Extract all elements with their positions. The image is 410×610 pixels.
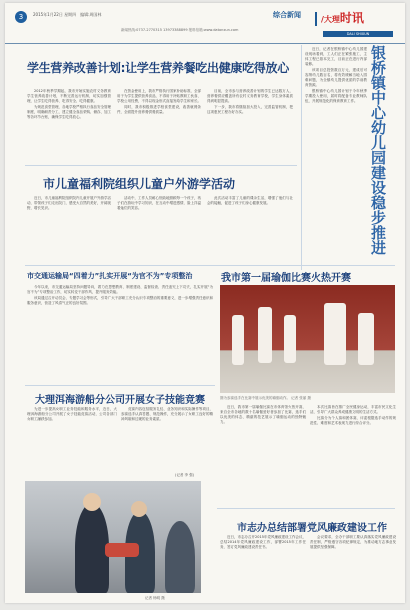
paragraph: 今年以来，市交通运输局坚持问题导向，着力在思想教育、制度建设、监督检查、责任追究上下功夫，扎实开展“为官不为”专项整治工作，切实转变干部作风，提升服务效能。 bbox=[27, 285, 213, 294]
paragraph: 此次活动丰富了儿童的课余生活，增强了他们与社会的接触，促进了孩子们身心健康发展。 bbox=[207, 196, 293, 205]
article-dance-col2 bbox=[310, 405, 396, 505]
shipping-photo-credit: 记者 杨明 摄 bbox=[145, 596, 165, 600]
headline-kindergarten: 银桥镇中心幼儿园建设稳步推进 bbox=[369, 45, 387, 255]
person-figure bbox=[75, 503, 109, 593]
headline-education: 市交通运输局“四着力”扎实开展“为官不为”专项整治 bbox=[27, 272, 193, 280]
brand-prefix: /大理 bbox=[321, 15, 340, 24]
paragraph: 会议要求，全办干部职工要认真落实党风廉政建设责任制，严格遵守各项纪律规定，为推动地方志事业发展提供坚强保障。 bbox=[310, 535, 396, 549]
article-kindergarten-body bbox=[305, 47, 367, 269]
article-welfare-col1 bbox=[27, 196, 111, 258]
brand-big: 时讯 bbox=[339, 11, 364, 25]
headline-welfare: 市儿童福利院组织儿童户外游学活动 bbox=[43, 177, 236, 191]
date-line: 2015年1月22日 星期四 编辑:周国林 bbox=[33, 12, 102, 17]
dancer-figure bbox=[284, 315, 296, 363]
paragraph: 在资金使用上，我市严格执行国家补助标准，全部用于为学生提供营养食品，不得用于补贴教职工伙食、学校公用经费，不得以现金形式直接发给学生和家长。 bbox=[117, 89, 201, 103]
paragraph: 目前，全市参与营养改善计划的学生已达数万人，营养餐供应覆盖所有农村义务教育学校，学生身体素质得到明显提高。 bbox=[207, 89, 293, 103]
shipping-photo bbox=[25, 481, 201, 593]
dance-photo bbox=[220, 285, 395, 393]
article-nutrition-col3 bbox=[207, 89, 293, 161]
headline-shipping: 大理洱海游船分公司开展女子技能竞赛 bbox=[35, 395, 205, 406]
article-shipping-col1 bbox=[27, 407, 117, 477]
paragraph: 活动中，工作人员耐心细致地照顾每一个孩子，孩子们在游玩中学习知识，在互动中增进感情，脸上洋溢着灿烂的笑容。 bbox=[117, 196, 201, 210]
person-figure bbox=[165, 521, 195, 593]
section-tag: 综合新闻 bbox=[273, 11, 301, 19]
paragraph: 近日，我市第一届瑜伽比赛在市体育馆火热开赛，来自全市各地的数十名瑜伽爱好者参加了比赛，选手们以优美的体态、精湛的技艺展示了瑜伽运动的独特魅力。 bbox=[220, 405, 306, 424]
contact-line: 新闻热线:0737-2770315 13973388899 报料信箱:www.datonxun.com bbox=[121, 28, 239, 32]
column-divider bbox=[301, 45, 302, 270]
headline-nutrition: 学生营养改善计划:让学生营养餐吃出健康吃得放心 bbox=[27, 61, 289, 75]
paragraph: 近日，记者在银桥镇中心幼儿园建设现场看到，工人们正在紧张施工，主体工程已基本完工，目前正在进行内部装修。 bbox=[305, 47, 367, 66]
shipping-byline: (记者 李 强) bbox=[175, 473, 194, 477]
caption-text: 图为参赛选手在比赛中展示优美的瑜伽动作。 bbox=[220, 396, 290, 400]
dancer-figure bbox=[324, 303, 346, 365]
paragraph: 同时，我市积极推进学校食堂建设，改善就餐条件，全面提升营养餐供餐质量。 bbox=[117, 105, 201, 114]
page-header bbox=[5, 3, 405, 44]
article-dance-col1 bbox=[220, 405, 306, 505]
article-anticorruption-col2 bbox=[310, 535, 396, 597]
section-divider bbox=[25, 165, 297, 166]
paragraph: 为规范食堂管理，各地学校严格执行食品安全管理制度，明确职责分工，建立健全食品采购、储存、加工等各环节台账，确保学生吃得放心。 bbox=[27, 105, 111, 119]
dancer-figure bbox=[358, 313, 374, 365]
dancer-figure bbox=[232, 315, 244, 365]
tray bbox=[105, 543, 139, 557]
photo-credit: 记者 张丽 摄 bbox=[291, 396, 311, 400]
paragraph: 竞赛内容包括服务礼仪、业务知识和实际操作等项目，参赛选手认真答题、规范操作，充分展示了女职工良好的精神风貌和过硬的业务素质。 bbox=[121, 407, 213, 421]
section-divider bbox=[25, 385, 215, 386]
article-nutrition-col2 bbox=[117, 89, 201, 161]
paragraph: 为进一步提高女职工业务技能和服务水平，近日，大理洱海游船分公司开展了女子技能竞赛活动，公司各部门女职工踊跃参加。 bbox=[27, 407, 117, 421]
paragraph: 2012年秋季学期起，我市开始实施农村义务教育学生营养改善计划，不断完善运行机制，切实加强管理，让学生吃得营养、吃得安全、吃得健康。 bbox=[27, 89, 111, 103]
article-shipping-col2 bbox=[121, 407, 213, 471]
header-divider bbox=[315, 12, 317, 26]
headline-dance: 我市第一届瑜伽比赛火热开赛 bbox=[221, 273, 351, 284]
dance-photo-caption bbox=[220, 396, 396, 401]
paragraph: 近日，市志办召开2015年党风廉政建设工作会议，总结2014年党风廉政建设工作，部署2015年工作任务，签订党风廉政建设责任书。 bbox=[220, 535, 306, 549]
paragraph: 银桥镇中心幼儿园计划于今年秋季学期投入使用，届时将配备专业教师队伍，开展规范化的保育教育工作。 bbox=[305, 89, 367, 103]
edition-label: DALI SHIXUN bbox=[323, 31, 393, 37]
section-divider bbox=[217, 508, 395, 509]
section-divider bbox=[25, 265, 395, 266]
article-nutrition-col1 bbox=[27, 89, 111, 161]
person-head bbox=[131, 501, 147, 517]
person-head bbox=[83, 493, 101, 511]
paragraph: 该项目总投资数百万元，建成后可容纳幼儿数百名，将有效缓解当地入园难问题，为全镇幼儿提供优质的学前教育资源。 bbox=[305, 68, 367, 87]
article-welfare-col3 bbox=[207, 196, 293, 258]
paragraph: 近日，市儿童福利院组织院内儿童开展户外游学活动，带领孩子们走出院门，感受大自然的美好，开阔视野，增长见识。 bbox=[27, 196, 111, 210]
paragraph: 本次比赛旨在推广全民健身运动，丰富市民文化生活，引导广大群众养成健康文明的生活方式。 bbox=[310, 405, 396, 414]
paragraph: 该局通过召开动员会、专题学习会等形式，引导广大干部职工充分认识专项整治的重要意义，进一步增强责任意识和服务意识，营造了风清气正的良好氛围。 bbox=[27, 296, 213, 305]
article-anticorruption-col1 bbox=[220, 535, 306, 597]
page-number: 3 bbox=[15, 11, 27, 23]
paragraph: 下一步，我市将继续加大投入，完善监管机制，把这项惠民工程办好办实。 bbox=[207, 105, 293, 114]
article-education-body bbox=[27, 285, 213, 381]
paragraph: 比赛分为个人赛和团体赛，评委根据选手动作的规范性、难度和艺术表现力进行综合评分。 bbox=[310, 416, 396, 425]
dancer-figure bbox=[258, 307, 272, 363]
article-welfare-col2 bbox=[117, 196, 201, 258]
newspaper-brand bbox=[321, 9, 364, 26]
newspaper-page bbox=[5, 3, 405, 603]
headline-anticorruption: 市志办总结部署党风廉政建设工作 bbox=[237, 523, 387, 534]
